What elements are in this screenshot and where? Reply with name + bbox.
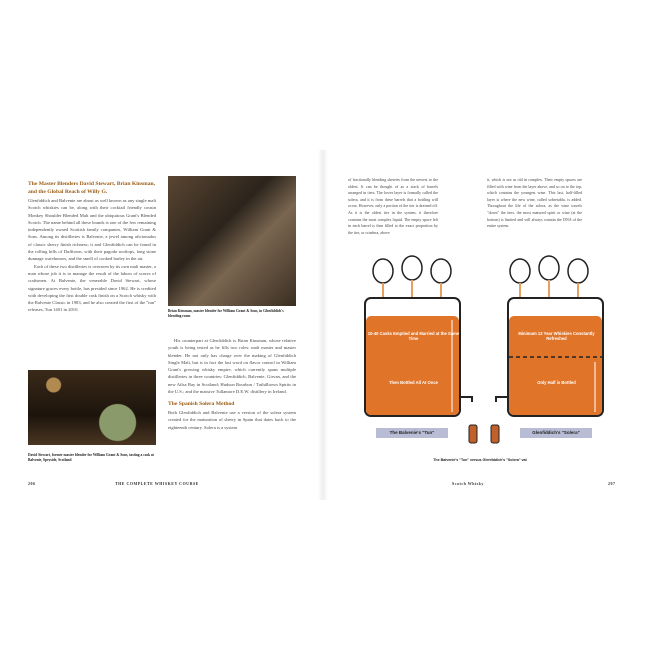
diagram-caption: The Balvenie's "Tun" versus Glenfiddich's "Solera" vat bbox=[433, 458, 527, 462]
book-gutter bbox=[318, 150, 328, 500]
photo-caption: David Stewart, former master blender for William Grant & Sons, tasting a cask at Balvenie, Speyside, Scotland bbox=[28, 453, 154, 462]
section-heading-master-blenders: The Master Blenders David Stewart, Brian Kinsman, and the Global Reach of Willy G. bbox=[28, 181, 155, 195]
paragraph: His counterpart at Glenfiddich is Brian Kinsman, whose relative youth is being tested as he fills two roles: malt master and master blender. He not only has charge over the making of Glenfiddich Single Malt, but is in fact the last word on flavor control in William Grant's growing whisky empire, which currently spans multiple distilleries in three countries: Glenfiddich, Balvenie, Girvan, and the new Ailsa Bay in Scotland; Hudson Bourbon / Tuthilltown Spirits in the U.S.; and the massive Tullamore D.E.W. distillery in Ireland. bbox=[168, 338, 296, 395]
section-heading-solera: The Spanish Solera Method bbox=[168, 401, 235, 408]
running-head-left: THE COMPLETE WHISKEY COURSE bbox=[115, 481, 199, 486]
middle-column-text bbox=[168, 337, 296, 431]
right-column-1-text: of fractionally blending sherries from the newest to the oldest. It can be thought of as a stack of barrels arranged in tiers. The lower layer is formally called the solera, and it is from these barrels that a bottling will occur. However, only a portion of the tier is drained off. As it is the oldest tier in the system, it therefore contains the most complex liquid. The empty space left in each barrel is then filled to the exact proportion by the tier, or criadera, above bbox=[348, 177, 438, 235]
left-column-text bbox=[28, 197, 156, 314]
paragraph: Glenfiddich and Balvenie are about as well known as any single malt Scotch whiskies can be, along with their cocktail friendly cousin Monkey Shoulder Blended Malt and the ubiquitous Grant's Blended Scotch. The name behind all these brands is one of the few remaining independently owned Scottish family companies, William Grant & Sons. Among its distilleries is Balvenie, a jewel among aficionados of classic sherry finish richness; it and Glenfiddich can be found in the rolling hills of Dufftown, with their pagoda rooftops, long stone dunnage warehouses, and the smell of cooked barley in the air. bbox=[28, 198, 156, 262]
bottle-icon bbox=[491, 425, 499, 443]
solera-top-note: Minimum 12 Year Whiskies Constantly Refreshed bbox=[518, 331, 595, 341]
tun-top-note: 10-40 Casks Emptied and Married at the Same Time bbox=[367, 331, 460, 341]
page-number-left: 206 bbox=[28, 481, 36, 486]
photo-david-stewart bbox=[28, 370, 156, 445]
tun-bottom-note: Then Bottled All At Once bbox=[388, 380, 438, 385]
paragraph: Both Glenfiddich and Balvenie use a version of the solera system created for the maturation of sherry in Spain that dates back to the eighteenth century. Solera is a system bbox=[168, 409, 296, 430]
photo-caption: Brian Kinsman, master blender for William Grant & Sons, in Glenfiddich's blending room bbox=[168, 309, 284, 318]
barrel-icons bbox=[373, 256, 588, 283]
photo-brian-kinsman bbox=[168, 176, 296, 306]
running-head-right: Scotch Whisky bbox=[452, 481, 484, 486]
tap-icons bbox=[460, 397, 508, 402]
tun-label: The Balvenie's "Tun" bbox=[376, 428, 448, 438]
paragraph: Each of these two distilleries is overseen by its own malt master, a man whose job it is to manage the result of the labors of scores of craftsmen. At Balvenie, the venerable David Stewart, whose signature graces every bottle, has presided since 1962. He is credited with developing the first double cask finish on a Scotch whisky with the Balvenie Classic in 1983, and he also created the first of the "tun" releases, Tun 1401 in 2010. bbox=[28, 263, 156, 313]
solera-label: Glenfiddich's "Solera" bbox=[520, 428, 592, 438]
solera-bottom-note: Only Half is Bottled bbox=[537, 380, 576, 385]
right-column-2-text: it, which is not as old in complex. Their empty spaces are filled with wine from the layer above, and so on to the top, which contains the youngest wine. This last, half-filled layer is where the new wine, called sobretabla, is added. Throughout the life of the solera, as the wine travels "down" the tiers, the most matured spirit or wine (at the bottom) is limited and will always contain the DNA of the entire system. bbox=[487, 177, 582, 229]
page-number-right: 207 bbox=[608, 481, 616, 486]
bottle-icon bbox=[469, 425, 477, 443]
